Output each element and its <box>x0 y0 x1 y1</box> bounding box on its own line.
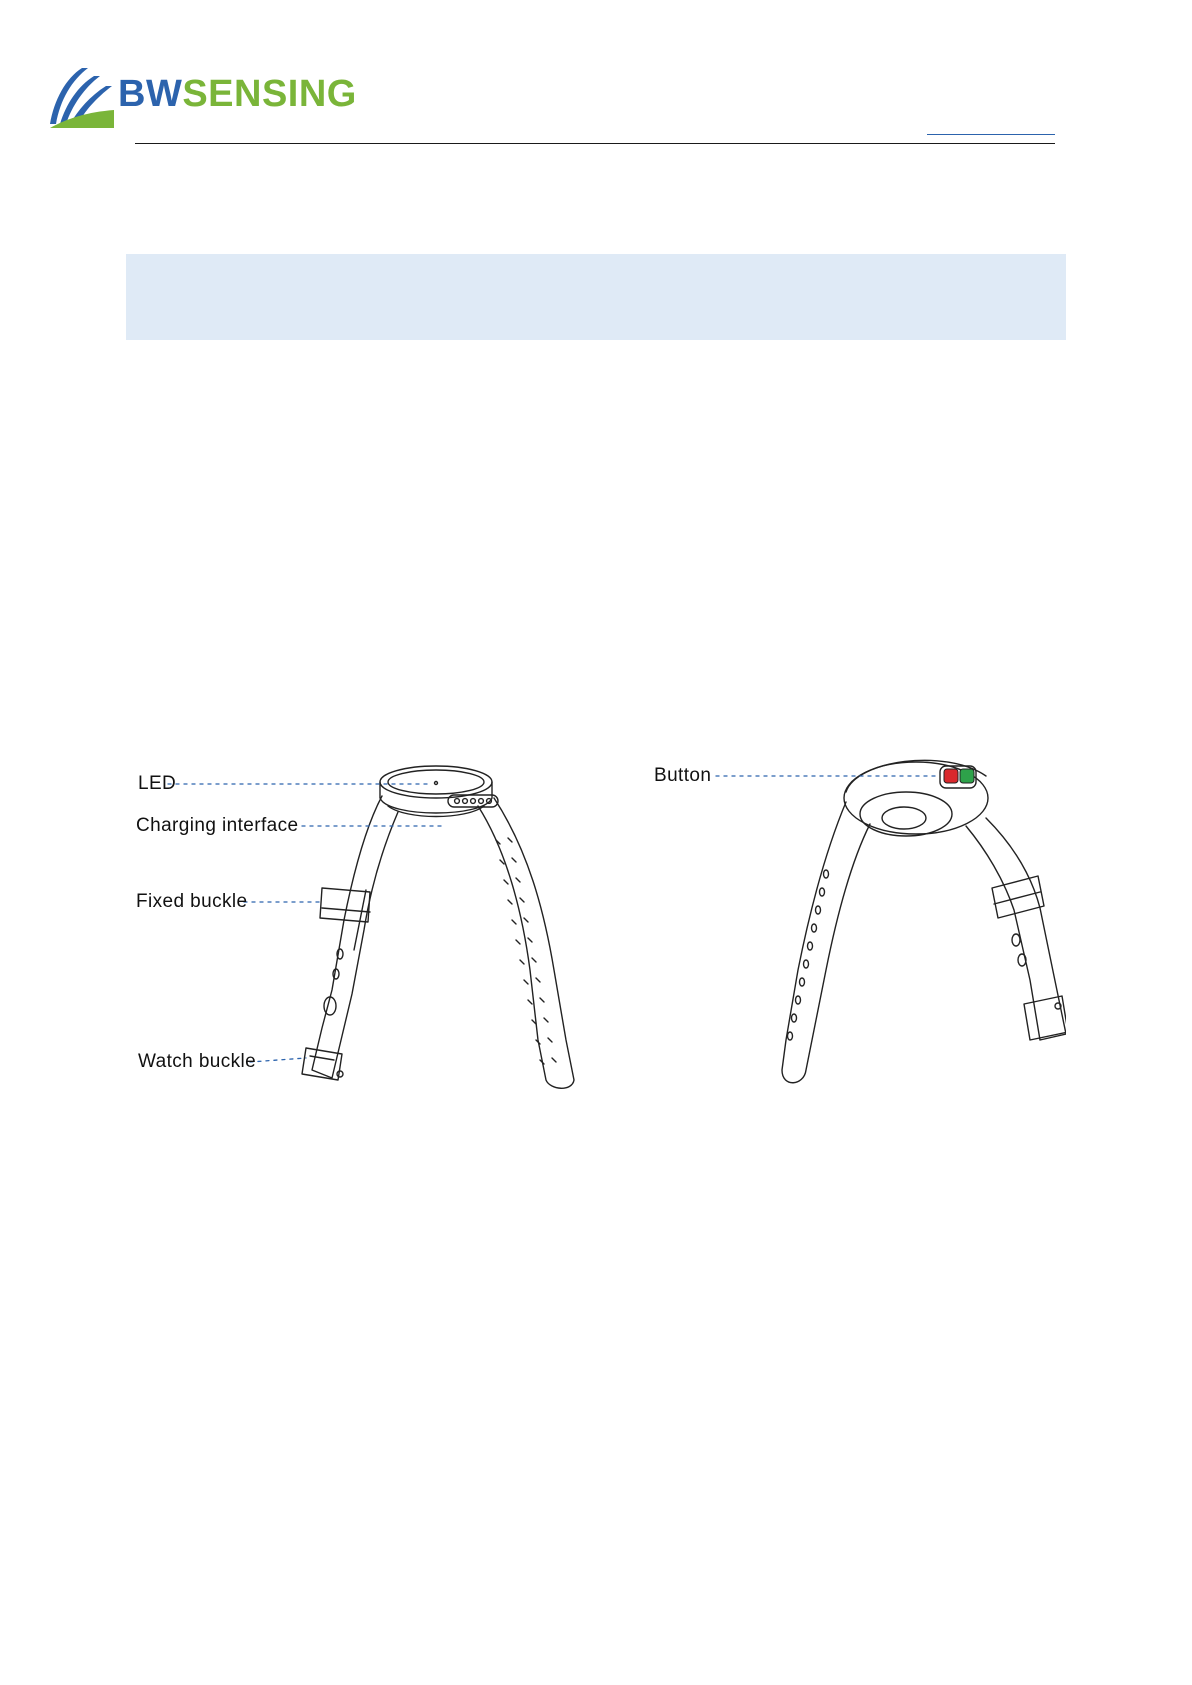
logo-mark-icon <box>48 66 118 128</box>
header-divider <box>135 143 1055 144</box>
callout-charging-interface: Charging interface <box>136 815 299 836</box>
callout-button: Button <box>654 765 712 786</box>
callout-watch-buckle: Watch buckle <box>138 1051 257 1072</box>
right-wristband-view <box>782 760 1066 1082</box>
company-logo <box>48 66 358 128</box>
left-wristband-view <box>302 766 574 1088</box>
header-link-underline[interactable] <box>927 134 1055 135</box>
green-button <box>960 769 974 783</box>
red-button <box>944 769 958 783</box>
logo-wordmark: BWSENSING <box>118 73 357 115</box>
section-heading-band <box>126 254 1066 340</box>
wristband-drawing <box>126 740 1066 1090</box>
wristband-structure-figure <box>126 740 1066 1090</box>
callout-fixed-buckle: Fixed buckle <box>136 891 248 912</box>
callout-led: LED <box>138 773 177 794</box>
